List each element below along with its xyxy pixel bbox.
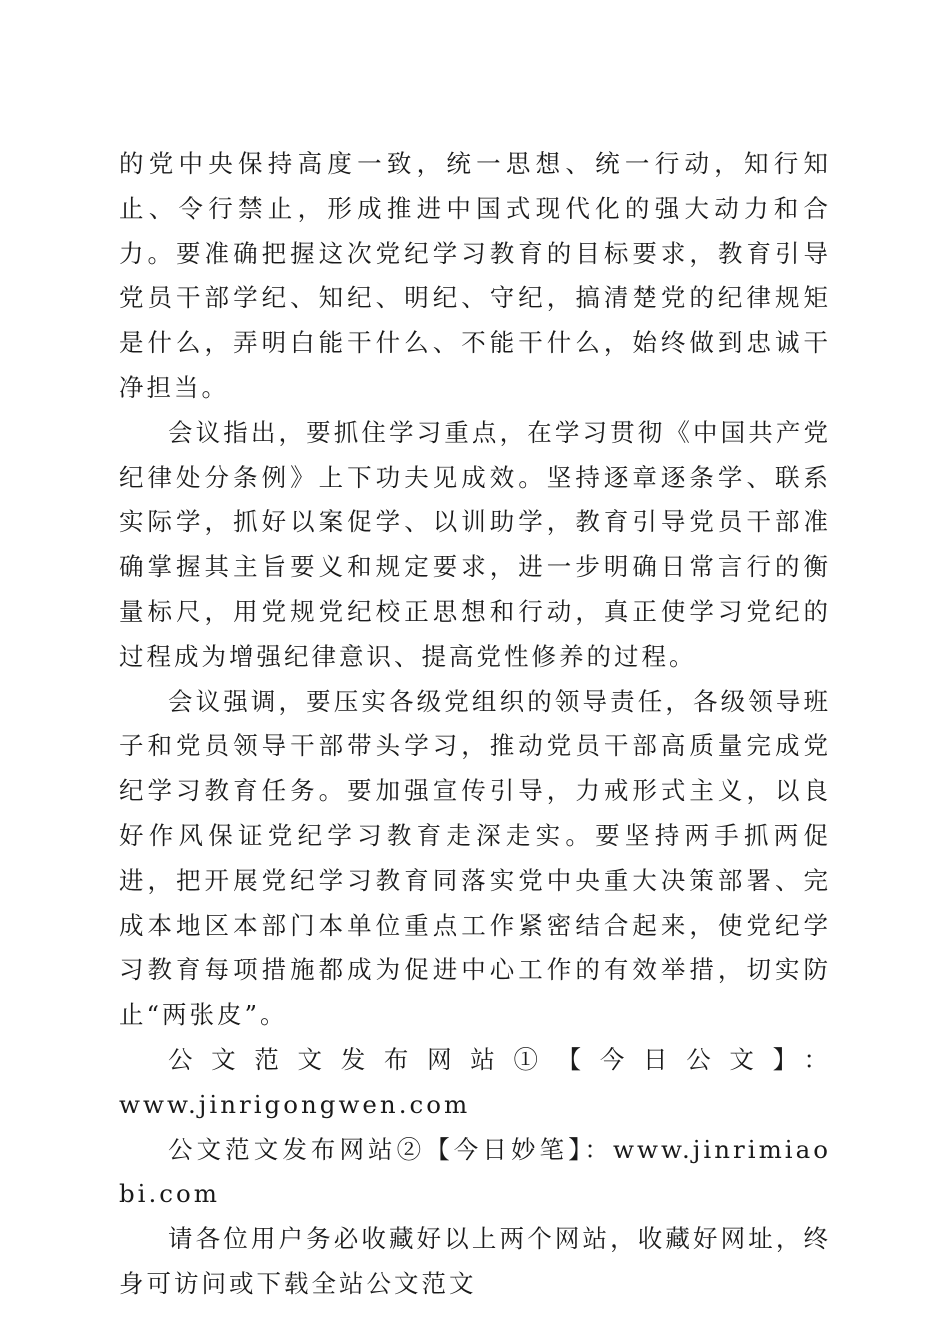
closing-note: 请各位用户务必收藏好以上两个网站，收藏好网址，终身可访问或下载全站公文范文 xyxy=(119,1224,831,1298)
site-notice-1-url[interactable]: www.jinrigongwen.com xyxy=(119,1089,471,1119)
site-notice-2-label: 公文范文发布网站②【今日妙笔】： xyxy=(168,1134,614,1164)
site-notice-1-label: 公文范文发布网站①【今日公文】： xyxy=(168,1044,831,1074)
document-body xyxy=(119,142,831,1307)
paragraph-meeting-emphasis: 会议强调，要压实各级党组织的领导责任，各级领导班子和党员领导干部带头学习，推动党员干部高质量完成党纪学习教育任务。要加强宣传引导，力戒形式主义，以良好作风保证党纪学习教育走深走实。要坚持两手抓两促进，把开展党纪学习教育同落实党中央重大决策部署、完成本地区本部门本单位重点工作紧密结合起来，使党纪学习教育每项措施都成为促进中心工作的有效举措，切实防止“两张皮”。 xyxy=(119,686,831,1030)
site-notice-2-url[interactable]: www.jinrimiaobi.com xyxy=(119,1134,831,1209)
paragraph-continuation: 的党中央保持高度一致，统一思想、统一行动，知行知止、令行禁止，形成推进中国式现代化的强大动力和合力。要准确把握这次党纪学习教育的目标要求，教育引导党员干部学纪、知纪、明纪、守纪，搞清楚党的纪律规矩是什么，弄明白能干什么、不能干什么，始终做到忠诚干净担当。 xyxy=(119,149,831,402)
paragraph-meeting-points: 会议指出，要抓住学习重点，在学习贯彻《中国共产党纪律处分条例》上下功夫见成效。坚持逐章逐条学、联系实际学，抓好以案促学、以训助学，教育引导党员干部准确掌握其主旨要义和规定要求，进一步明确日常言行的衡量标尺，用党规党纪校正思想和行动，真正使学习党纪的过程成为增强纪律意识、提高党性修养的过程。 xyxy=(119,417,831,671)
site-notice-2 xyxy=(119,1128,831,1218)
